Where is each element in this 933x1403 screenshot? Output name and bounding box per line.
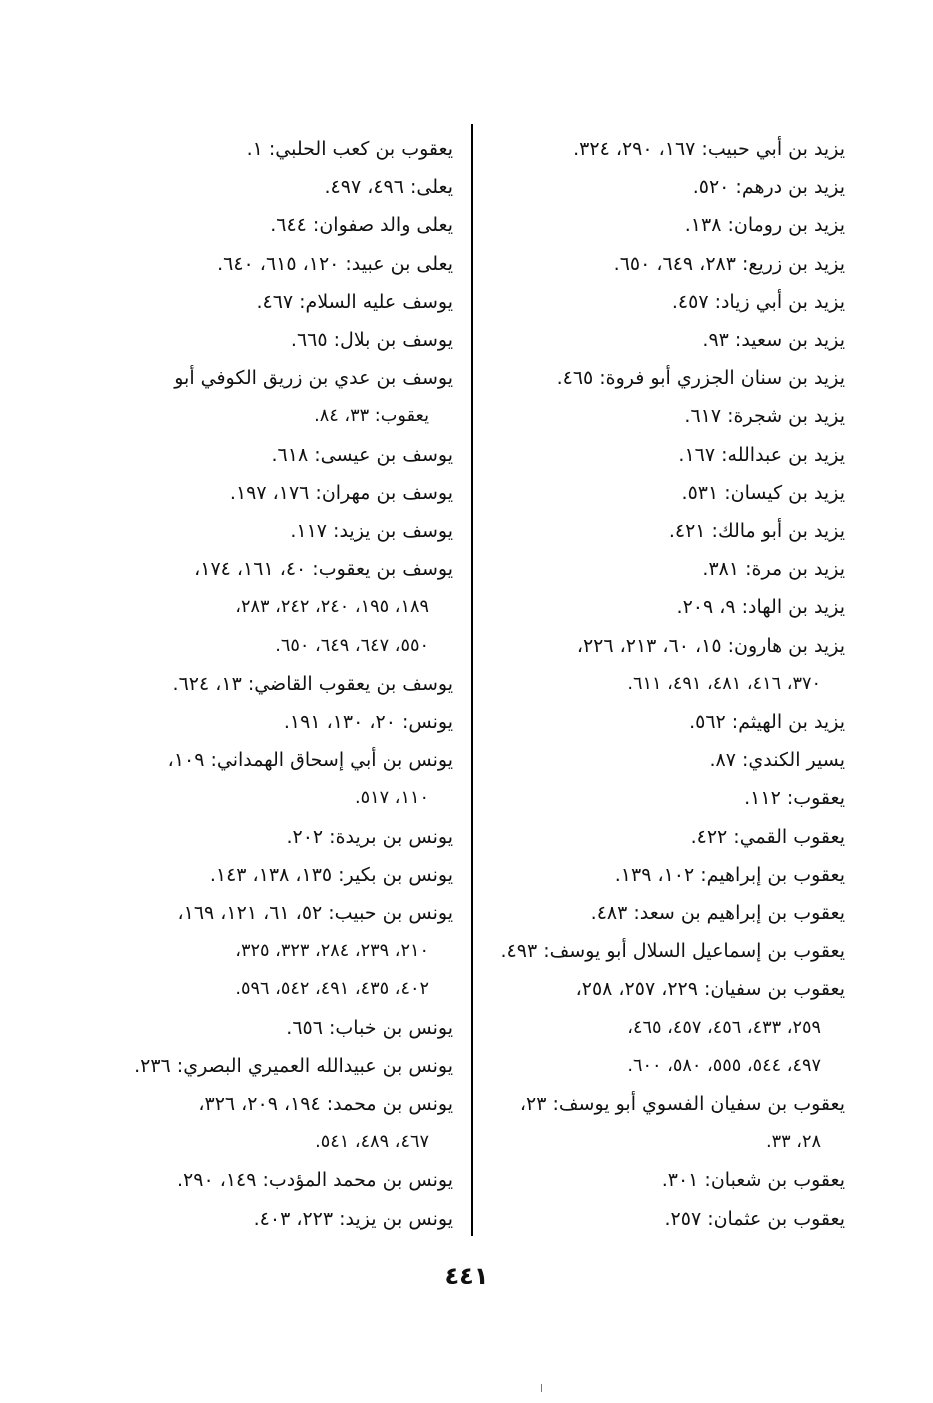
index-entry-continuation: يعقوب: ٣٣، ٨٤.: [314, 406, 429, 427]
index-entry: يعقوب بن سفيان الفسوي أبو يوسف: ٢٣،: [519, 1093, 845, 1116]
index-entry-continuation: ٢١٠، ٢٣٩، ٢٨٤، ٣٢٣، ٣٢٥،: [235, 941, 429, 962]
index-entry: يعقوب بن إسماعيل السلال أبو يوسف: ٤٩٣.: [500, 940, 845, 963]
index-entry: يزيد بن أبي زياد: ٤٥٧.: [671, 290, 845, 313]
index-entry: يزيد بن درهم: ٥٢٠.: [692, 176, 845, 199]
index-entry-continuation: ٤٦٧، ٤٨٩، ٥٤١.: [315, 1132, 429, 1153]
index-entry: يوسف بن عيسى: ٦١٨.: [271, 443, 453, 466]
index-entry: يوسف بن يزيد: ١١٧.: [290, 520, 453, 543]
index-entry: يسير الكندي: ٨٧.: [709, 749, 845, 772]
index-entry: يعلى والد صفوان: ٦٤٤.: [270, 214, 453, 237]
index-entry: يزيد بن زريع: ٢٨٣، ٦٤٩، ٦٥٠.: [613, 252, 845, 275]
index-entry: يزيد بن كيسان: ٥٣١.: [681, 481, 845, 504]
index-entry: يعقوب بن عثمان: ٢٥٧.: [664, 1207, 845, 1230]
index-entry: يزيد بن شجرة: ٦١٧.: [684, 405, 845, 428]
index-entry-continuation: ٣٧٠، ٤١٦، ٤٨١، ٤٩١، ٦١١.: [627, 673, 821, 694]
index-entry-continuation: ٢٥٩، ٤٣٣، ٤٥٦، ٤٥٧، ٤٦٥،: [627, 1017, 821, 1038]
index-entry: يعقوب بن شعبان: ٣٠١.: [661, 1169, 845, 1192]
index-entry: يزيد بن هارون: ١٥، ٦٠، ٢١٣، ٢٢٦،: [576, 634, 845, 657]
index-entry: يوسف بن مهران: ١٧٦، ١٩٧.: [229, 481, 453, 504]
scan-mark: [541, 1384, 542, 1392]
index-entry: يونس بن يزيد: ٢٢٣، ٤٠٣.: [253, 1207, 453, 1230]
index-entry: يوسف عليه السلام: ٤٦٧.: [256, 290, 453, 313]
index-entry: يونس بن بكير: ١٣٥، ١٣٨، ١٤٣.: [209, 863, 453, 886]
index-entry: يزيد بن أبو مالك: ٤٢١.: [668, 520, 845, 543]
index-entry: يعقوب بن سفيان: ٢٢٩، ٢٥٧، ٢٥٨،: [575, 978, 845, 1001]
index-entry: يعلى: ٤٩٦، ٤٩٧.: [324, 176, 453, 199]
index-entry: يونس بن محمد المؤدب: ١٤٩، ٢٩٠.: [176, 1169, 453, 1192]
index-entry: يونس بن عبيدالله العميري البصري: ٢٣٦.: [134, 1054, 453, 1077]
index-entry: يعقوب: ١١٢.: [744, 787, 845, 810]
index-entry: يزيد بن مرة: ٣٨١.: [702, 558, 845, 581]
index-entry: يونس بن حبيب: ٥٢، ٦١، ١٢١، ١٦٩،: [177, 902, 453, 925]
index-column-left: [98, 130, 453, 1238]
index-entry: يوسف بن يعقوب: ٤٠، ١٦١، ١٧٤،: [194, 558, 453, 581]
index-entry: يونس بن خباب: ٦٥٦.: [286, 1016, 453, 1039]
index-entry: يزيد بن الهيثم: ٥٦٢.: [689, 711, 845, 734]
column-divider: [471, 124, 473, 1236]
index-entry-continuation: ١١٠، ٥١٧.: [354, 788, 429, 809]
index-entry: يوسف بن يعقوب القاضي: ١٣، ٦٢٤.: [172, 672, 453, 695]
index-entry: يونس بن بريدة: ٢٠٢.: [286, 825, 453, 848]
index-entry: يعقوب بن كعب الحلبي: ١.: [246, 138, 453, 160]
index-entry: يعقوب القمي: ٤٢٢.: [690, 825, 845, 848]
index-entry: يزيد بن سنان الجزري أبو فروة: ٤٦٥.: [556, 367, 845, 390]
index-entry: يعلى بن عبيد: ١٢٠، ٦١٥، ٦٤٠.: [217, 252, 453, 275]
index-entry: يوسف بن بلال: ٦٦٥.: [290, 329, 453, 352]
index-entry: يعقوب بن إبراهيم بن سعد: ٤٨٣.: [590, 902, 845, 925]
index-entry: يعقوب بن إبراهيم: ١٠٢، ١٣٩.: [614, 863, 845, 886]
index-entry: يزيد بن رومان: ١٣٨.: [684, 214, 845, 237]
index-entry: يونس: ٢٠، ١٣٠، ١٩١.: [283, 711, 453, 734]
index-entry: يزيد بن عبدالله: ١٦٧.: [678, 443, 845, 466]
page-number: ٤٤١: [444, 1262, 489, 1290]
index-entry: يزيد بن أبي حبيب: ١٦٧، ٢٩٠، ٣٢٤.: [573, 138, 845, 160]
index-entry: يونس بن محمد: ١٩٤، ٢٠٩، ٣٢٦،: [198, 1093, 453, 1116]
index-entry: يوسف بن عدي بن زريق الكوفي أبو: [174, 367, 453, 390]
index-entry-continuation: ٥٥٠، ٦٤٧، ٦٤٩، ٦٥٠.: [275, 635, 429, 656]
index-entry: يزيد بن الهاد: ٩، ٢٠٩.: [676, 596, 845, 619]
index-entry-continuation: ٤٠٢، ٤٣٥، ٤٩١، ٥٤٢، ٥٩٦.: [235, 979, 429, 1000]
index-entry-continuation: ٤٩٧، ٥٤٤، ٥٥٥، ٥٨٠، ٦٠٠.: [627, 1055, 821, 1076]
index-entry-continuation: ٢٨، ٣٣.: [765, 1132, 821, 1153]
index-column-right: [490, 130, 845, 1238]
index-entry-continuation: ١٨٩، ١٩٥، ٢٤٠، ٢٤٢، ٢٨٣،: [235, 597, 429, 618]
index-entry: يزيد بن سعيد: ٩٣.: [702, 329, 845, 352]
index-entry: يونس بن أبي إسحاق الهمداني: ١٠٩،: [167, 749, 453, 772]
